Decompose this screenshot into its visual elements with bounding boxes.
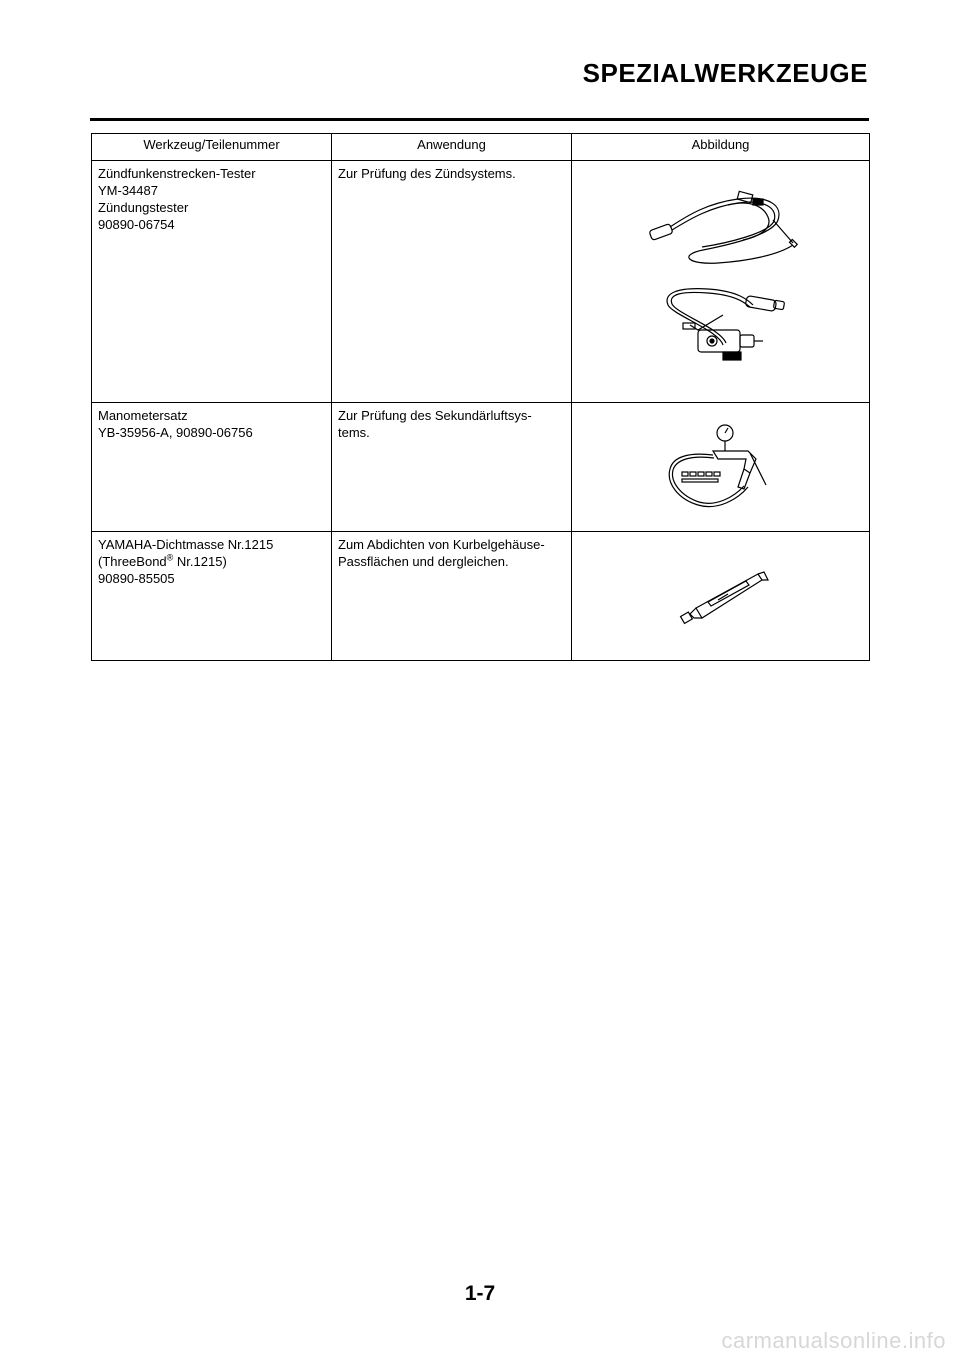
- watermark: carmanualsonline.info: [721, 1328, 946, 1353]
- tool-cell: [92, 161, 332, 403]
- page-title: SPEZIALWERKZEUGE: [582, 58, 868, 88]
- table-row: [92, 161, 870, 403]
- part-number: YM-34487: [98, 183, 158, 198]
- part-number: YB-35956-A, 90890-06756: [98, 425, 253, 440]
- tool-name: Zündfunkenstrecken-Tester: [98, 166, 256, 181]
- sealant-tube-illustration: [578, 536, 874, 652]
- usage-text: tems.: [338, 425, 370, 440]
- pressure-gauge-kit-icon: [669, 425, 766, 507]
- illustration-cell: [572, 161, 870, 403]
- page-number: 1-7: [464, 1282, 496, 1305]
- table-row: [92, 532, 870, 661]
- tool-name: Manometersatz: [98, 408, 188, 423]
- tool-cell: [92, 532, 332, 661]
- usage-text: Zum Abdichten von Kurbelgehäuse-: [338, 537, 545, 552]
- spark-gap-tester-illustration: [578, 165, 874, 394]
- column-header-usage: Anwendung: [332, 134, 572, 161]
- part-number: 90890-06754: [98, 217, 175, 232]
- pressure-gauge-illustration: [578, 407, 874, 523]
- tool-name: Zündungstester: [98, 200, 189, 215]
- sealant-tube-icon: [681, 572, 768, 623]
- part-number: 90890-85505: [98, 571, 175, 586]
- header-divider: [90, 118, 869, 121]
- illustration-cell: [572, 532, 870, 661]
- illustration-cell: [572, 403, 870, 532]
- tool-name: YAMAHA-Dichtmasse Nr.1215: [98, 537, 274, 552]
- brand-number: Nr.1215): [173, 554, 227, 569]
- usage-text: Zur Prüfung des Zündsystems.: [338, 166, 516, 181]
- table-row: [92, 403, 870, 532]
- registered-mark: ®: [166, 552, 174, 563]
- column-header-illustration: Abbildung: [572, 134, 870, 161]
- column-header-tool: Werkzeug/Teilenummer: [92, 134, 332, 161]
- ignition-tester-icon: [667, 289, 785, 360]
- usage-text: Passflächen und dergleichen.: [338, 554, 509, 569]
- table-header-row: [92, 134, 870, 161]
- usage-cell: [332, 161, 572, 403]
- spark-gap-tester-cable-icon: [649, 191, 797, 263]
- tool-cell: [92, 403, 332, 532]
- tool-name: [98, 553, 325, 570]
- usage-cell: [332, 532, 572, 661]
- brand-name: (ThreeBond: [98, 554, 167, 569]
- usage-text: Zur Prüfung des Sekundärluftsys-: [338, 408, 532, 423]
- special-tools-table: [91, 133, 870, 661]
- usage-cell: [332, 403, 572, 532]
